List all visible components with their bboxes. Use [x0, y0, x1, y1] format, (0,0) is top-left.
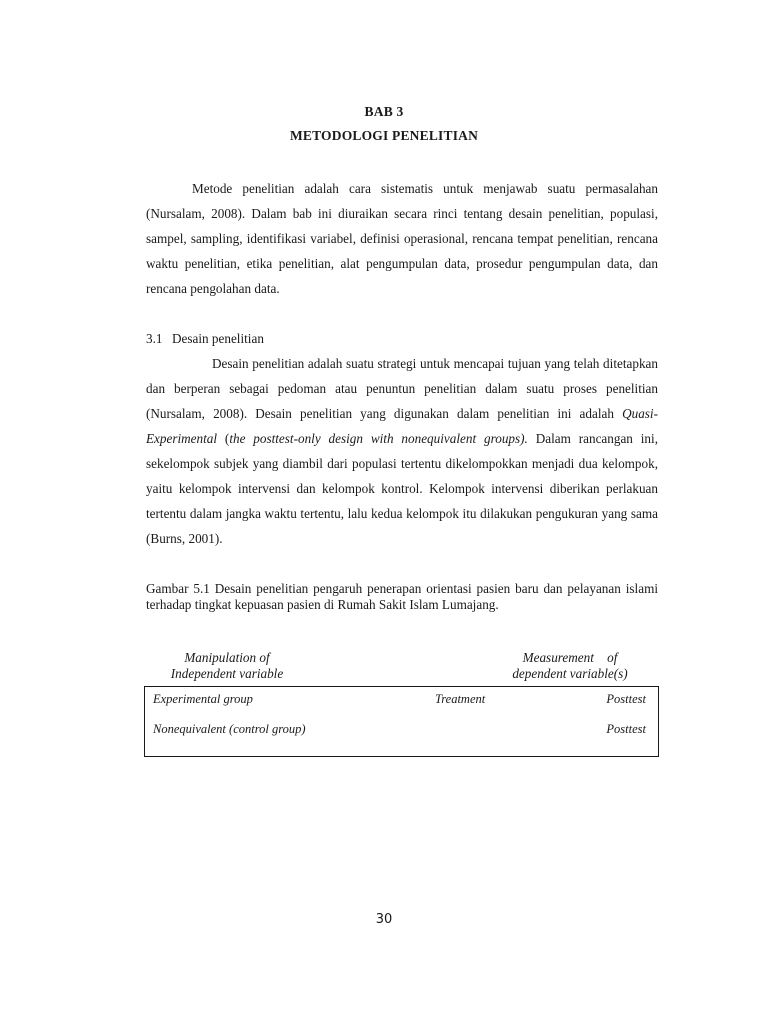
measurement-header: [500, 650, 640, 682]
section-heading: [146, 328, 264, 350]
measurement-header-line-1: Measurement of: [522, 650, 618, 665]
chapter-number: BAB 3: [364, 104, 404, 119]
design-italic-term: Quasi-Experimental: [146, 406, 658, 446]
experimental-group-label: Experimental group: [153, 692, 253, 706]
treatment-label: Treatment: [435, 692, 486, 706]
manipulation-header: [146, 650, 308, 682]
intro-paragraph: Metode penelitian adalah cara sistematis untuk menjawab suatu permasalahan (Nursalam, 2008). Dalam bab ini diuraikan secara rinci tentang desain penelitian, populasi, sampel, sampling, identifikasi variabel, definisi operasional, rencana tempat penelitian, rencana waktu penelitian, etika penelitian, alat pengumpulan data, prosedur pengumpulan data, dan rencana pengolahan data.: [146, 181, 658, 296]
design-text-1: Desain penelitian adalah suatu strategi untuk mencapai tujuan yang telah ditetapkan dan berperan sebagai pedoman atau penuntun penelitian dalam suatu proses penelitian (Nursalam, 2008). Desain penelitian yang digunakan dalam penelitian ini adalah: [146, 356, 658, 421]
control-group-label: Nonequivalent (control group): [153, 722, 306, 736]
design-text-3: Dalam rancangan ini, sekelompok subjek yang diambil dari populasi tertentu dikelompokkan menjadi dua kelompok, yaitu kelompok intervensi dan kelompok kontrol. Kelompok intervensi diberikan perlakuan tertentu dalam jangka waktu tertentu, lalu kedua kelompok itu dilakukan pengukuran yang sama (Burns, 2001).: [146, 431, 658, 546]
design-text-2: (: [217, 431, 230, 446]
section-title: Desain penelitian: [172, 331, 264, 346]
design-paragraph: [146, 351, 658, 551]
manipulation-header-line-1: Manipulation of: [184, 650, 270, 665]
design-italic-description: the posttest-only design with nonequivalent groups).: [229, 431, 528, 446]
figure-caption: Gambar 5.1 Desain penelitian pengaruh penerapan orientasi pasien baru dan pelayanan islami terhadap tingkat kepuasan pasien di Rumah Sakit Islam Lumajang.: [146, 581, 658, 612]
manipulation-header-line-2: Independent variable: [170, 666, 284, 681]
control-posttest-label: Posttest: [606, 722, 646, 736]
experimental-posttest-label: Posttest: [606, 692, 646, 706]
section-number: 3.1: [146, 331, 163, 346]
page-number: 30: [375, 912, 393, 927]
measurement-header-line-2: dependent variable(s): [512, 666, 628, 681]
research-design-table: [144, 686, 659, 757]
chapter-title: METODOLOGI PENELITIAN: [289, 128, 479, 143]
